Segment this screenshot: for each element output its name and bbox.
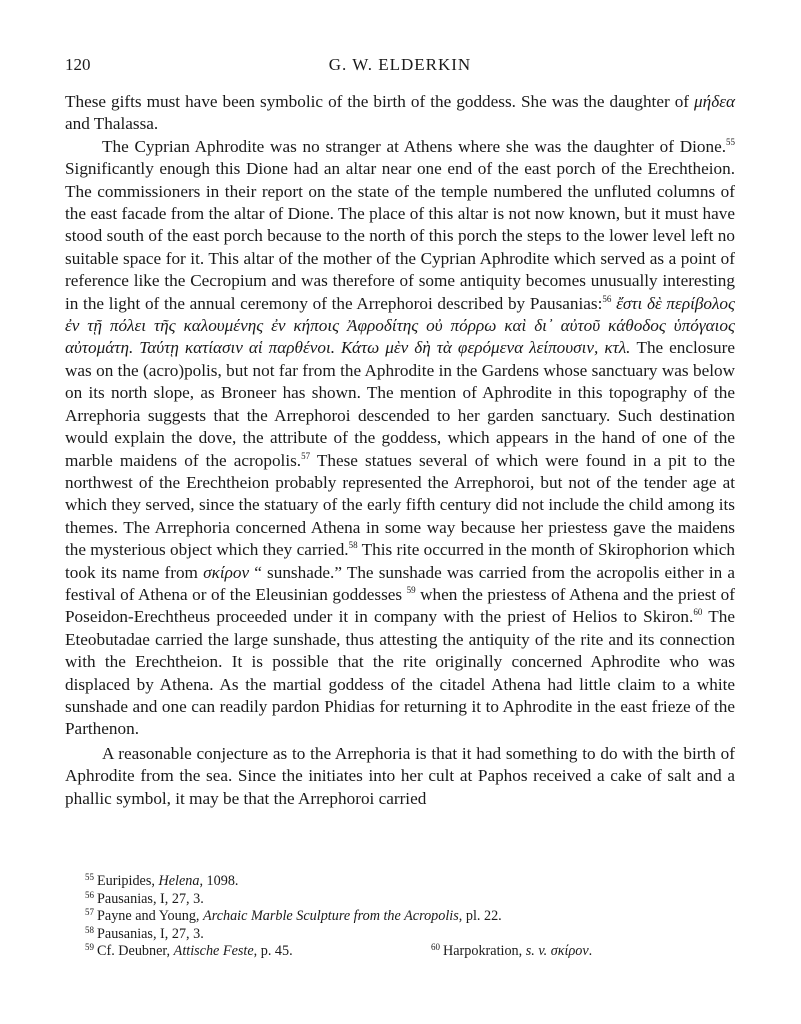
- text-run: Significantly enough this Dione had an altar near one end of the east porch of the Erechtheion. The commissioners in their report on the state of the temple numbered the unfluted columns of the east facade from the altar of Dione. The place of this altar is not now known, but it must have stood south of the east porch because to the north of this porch the steps to the lower level left no suitable space for it. This altar of the mother of the Cyprian Aphrodite which served as a point of reference like the Cecropium and was therefore of some antiquity becomes unusually interesting in the light of the annual ceremony of the Arrephoroi described by Pausanias:: [65, 159, 735, 313]
- footnote-text: , p. 45.: [253, 943, 293, 960]
- text-run: The Cyprian Aphrodite was no stranger at Athens where she was the daughter of Dione.: [102, 136, 726, 156]
- footnote-text: Pausanias, I, 27, 3.: [97, 890, 204, 907]
- text-run: and Thalassa.: [65, 114, 159, 134]
- text-run: These gifts must have been symbolic of the birth of the goddess. She was the daughter of: [65, 92, 695, 111]
- footnote-number: 58: [85, 924, 94, 935]
- footnote-text: Payne and Young,: [97, 908, 204, 925]
- greek-text: μήδεα: [694, 92, 735, 111]
- footnote-ref: 57: [301, 450, 311, 461]
- footnote-text: Harpokration,: [443, 943, 526, 960]
- text-run: “ sunshade.” The sunshade was carried from the acropolis either in a festival of Athena or of the Eleusinian goddesses: [65, 562, 735, 604]
- footnote-ref: 56: [602, 293, 612, 304]
- footnote: [85, 873, 705, 891]
- footnote-text: Cf. Deubner,: [97, 943, 174, 960]
- text-run: This rite occurred in the month of Skirophorion which took its name from: [65, 540, 735, 582]
- footnote-title: Helena: [158, 873, 200, 889]
- text-run: when the priestess of Athena and the priest of Poseidon-Erechtheus proceeded under it in company with the priest of Helios to Skiron.: [65, 584, 735, 627]
- footnote-ref: 55: [726, 136, 735, 147]
- footnote-text: , pl. 22.: [458, 908, 502, 925]
- greek-text: ἔστι δὲ περίβολος ἐν τῇ πόλει τῆς καλουμένης ἐν κήποις Ἀφροδίτης οὐ πόρρω καὶ δι᾽ αὐτοῦ κάθοδος ὑπόγαιος αὐτομάτη. Ταύτῃ κατίασιν αἱ παρθένοι. Κάτω μὲν δὴ τὰ φερόμενα λείπουσιν, κτλ.: [65, 293, 736, 358]
- footnotes: [85, 873, 705, 961]
- footnote: [431, 943, 592, 961]
- footnote-text: Pausanias, I, 27, 3.: [97, 925, 204, 942]
- footnote-title: s. v. σκίρον: [525, 943, 589, 960]
- paragraph: [65, 743, 735, 810]
- footnote-number: 59: [85, 942, 94, 953]
- footnote-text: , 1098.: [199, 873, 239, 889]
- footnote-number: 57: [85, 907, 94, 918]
- footnote-title: Archaic Marble Sculpture from the Acropolis: [203, 908, 459, 925]
- page-header: [65, 55, 735, 79]
- footnote-ref: 59: [406, 584, 416, 595]
- footnote-text: Euripides,: [97, 873, 159, 889]
- text-run: A reasonable conjecture as to the Arrephoria is that it had something to do with the birth of Aphrodite from the sea. Since the initiates into her cult at Paphos received a cake of salt and a phallic symbol, it may be that the Arrephoroi carried: [65, 743, 735, 808]
- page-number: 120: [65, 55, 91, 74]
- text-run: These statues several of which were found in a pit to the northwest of the Erechtheion probably represented the Arrephoroi, but not of the tender age at which they served, since the statuary of the early fifth century did not include the child among its themes. The Arrephoria concerned Athena in some way because her priestess gave the maidens the mysterious object which they carried.: [65, 450, 735, 560]
- footnote-ref: 60: [693, 607, 703, 618]
- footnote: [85, 943, 293, 959]
- footnote-text: .: [588, 943, 593, 960]
- footnote-number: 55: [85, 872, 94, 882]
- footnote-number: 60: [431, 942, 440, 953]
- text-run: The enclosure was on the (acro)polis, but not far from the Aphrodite in the Gardens whose sanctuary was below on its north slope, as Broneer has shown. The mention of Aphrodite in this topography of the Arrephoria suggests that the Arrephoroi descended to her garden sanctuary. Such destination would explain the dove, the attribute of the goddess, which appears in the hand of one of the marble maidens of the acropolis.: [65, 338, 735, 470]
- greek-text: σκίρον: [203, 562, 250, 582]
- running-head: G. W. ELDERKIN: [328, 55, 472, 74]
- footnote: [85, 908, 705, 926]
- paragraph: [65, 91, 735, 136]
- footnote-row: [85, 943, 705, 961]
- text-run: The Eteobutadae carried the large sunshade, thus attesting the antiquity of the rite and its connection with the Erechtheion. It is possible that the rite originally concerned Aphrodite who was displaced by Athena. As the martial goddess of the citadel Athena had little claim to a white sunshade and one can readily pardon Phidias for returning it to Aphrodite in the east frieze of the Parthenon.: [65, 607, 735, 739]
- footnote-number: 56: [85, 889, 94, 900]
- footnote: [85, 891, 705, 909]
- footnote: [85, 926, 705, 944]
- footnote-ref: 58: [348, 540, 358, 551]
- body-text: [65, 91, 735, 810]
- paragraph: [65, 136, 735, 741]
- footnote-title: Attische Feste: [173, 943, 254, 960]
